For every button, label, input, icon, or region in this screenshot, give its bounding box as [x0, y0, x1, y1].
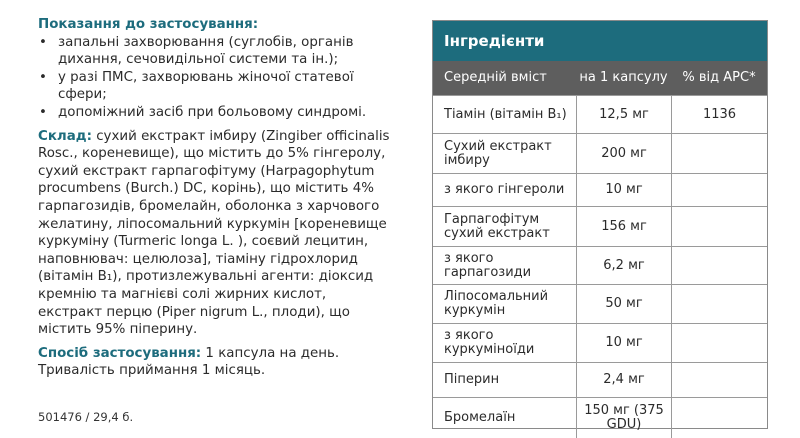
ingredient-amount: 150 мг (375 GDU) — [576, 398, 671, 438]
ingredient-amount: 10 мг — [576, 324, 671, 362]
ingredient-name: з якого гінгероли — [444, 182, 565, 197]
usage-text: 1 капсула на день. Тривалість приймання 1 місяць. — [38, 345, 340, 379]
ingredient-amount: 156 мг — [576, 207, 671, 246]
ingredient-rda: 1136 — [671, 96, 767, 133]
ingredient-rda — [671, 247, 767, 284]
ingredient-amount: 12,5 мг — [576, 96, 671, 133]
ingredient-rda — [671, 207, 767, 246]
ingredient-name: Гарпагофітум сухий екстракт — [444, 211, 550, 241]
table-body — [433, 95, 767, 438]
table-row — [433, 246, 767, 284]
table-row — [433, 284, 767, 323]
ingredient-name: Тіамін (вітамін B₁) — [444, 106, 567, 122]
table-row — [433, 133, 767, 173]
header-name: Середній вміст — [444, 70, 547, 85]
table-row — [433, 362, 767, 397]
ingredient-amount: 2,4 мг — [576, 363, 671, 397]
table-header — [433, 61, 767, 95]
header-per-capsule: на 1 капсулу — [579, 70, 668, 85]
ingredient-rda — [671, 324, 767, 362]
list-item: • у разі ПМС, захворювань жіночої статевої сфери; — [38, 69, 390, 104]
usage-paragraph — [38, 345, 390, 380]
ingredient-name: Піперин — [444, 372, 500, 387]
ingredients-table — [432, 20, 768, 432]
ingredient-rda — [671, 285, 767, 323]
product-info-text — [38, 16, 390, 380]
ingredient-name: з якого гарпагозиди — [444, 250, 532, 280]
table-row — [433, 323, 767, 362]
list-item: • допоміжний засіб при больовому синдромі. — [38, 104, 390, 122]
indications-list — [38, 34, 390, 122]
composition-paragraph — [38, 128, 390, 339]
product-code: 501476 / 29,4 б. — [38, 410, 134, 424]
list-item: • запальні захворювання (суглобів, органів дихання, сечовидільної системи та ін.); — [38, 34, 390, 69]
ingredient-rda — [671, 134, 767, 173]
composition-text: сухий екстракт імбиру (Zingiber officinalis Rosc., кореневище), що містить до 5% гінгеролу, сухий екстракт гарпагофітуму (Harpagophytum procumbens (Burch.) DC, корінь), що містить 4% гарпагозидів, бромелайн, оболонка з харчового желатину, ліпосомальний куркумін [кореневище куркуміну (Turmeric longa L. ), соєвий лецитин, наповнювач: целюлоза], тіаміну гідрохлорид (вітамін B₁), протизлежувальні агенти: діоксид кремнію та магнієві солі жирних кислот, екстракт перцю (Piper nigrum L., плоди), що містить 95% піперину. — [38, 128, 390, 338]
ingredient-rda — [671, 174, 767, 206]
indications-title: Показання до застосування: — [38, 17, 259, 32]
table-row — [433, 206, 767, 246]
ingredient-amount: 200 мг — [576, 134, 671, 173]
ingredient-name: Сухий екстракт імбиру — [444, 138, 552, 168]
header-rda: % від АРС* — [682, 70, 756, 85]
ingredient-name: Бромелаїн — [444, 410, 516, 425]
ingredient-amount: 6,2 мг — [576, 247, 671, 284]
ingredient-amount: 10 мг — [576, 174, 671, 206]
usage-label: Спосіб застосування: — [38, 345, 202, 361]
composition-label: Склад: — [38, 128, 92, 144]
table-row — [433, 397, 767, 438]
ingredient-name: з якого куркуміноїди — [444, 328, 535, 357]
ingredient-rda — [671, 398, 767, 438]
ingredient-amount: 50 мг — [576, 285, 671, 323]
table-row — [433, 95, 767, 133]
ingredient-name: Ліпосомальний куркумін — [444, 289, 549, 318]
table-row — [433, 173, 767, 206]
table-title: Інгредієнти — [433, 21, 767, 61]
ingredient-rda — [671, 363, 767, 397]
